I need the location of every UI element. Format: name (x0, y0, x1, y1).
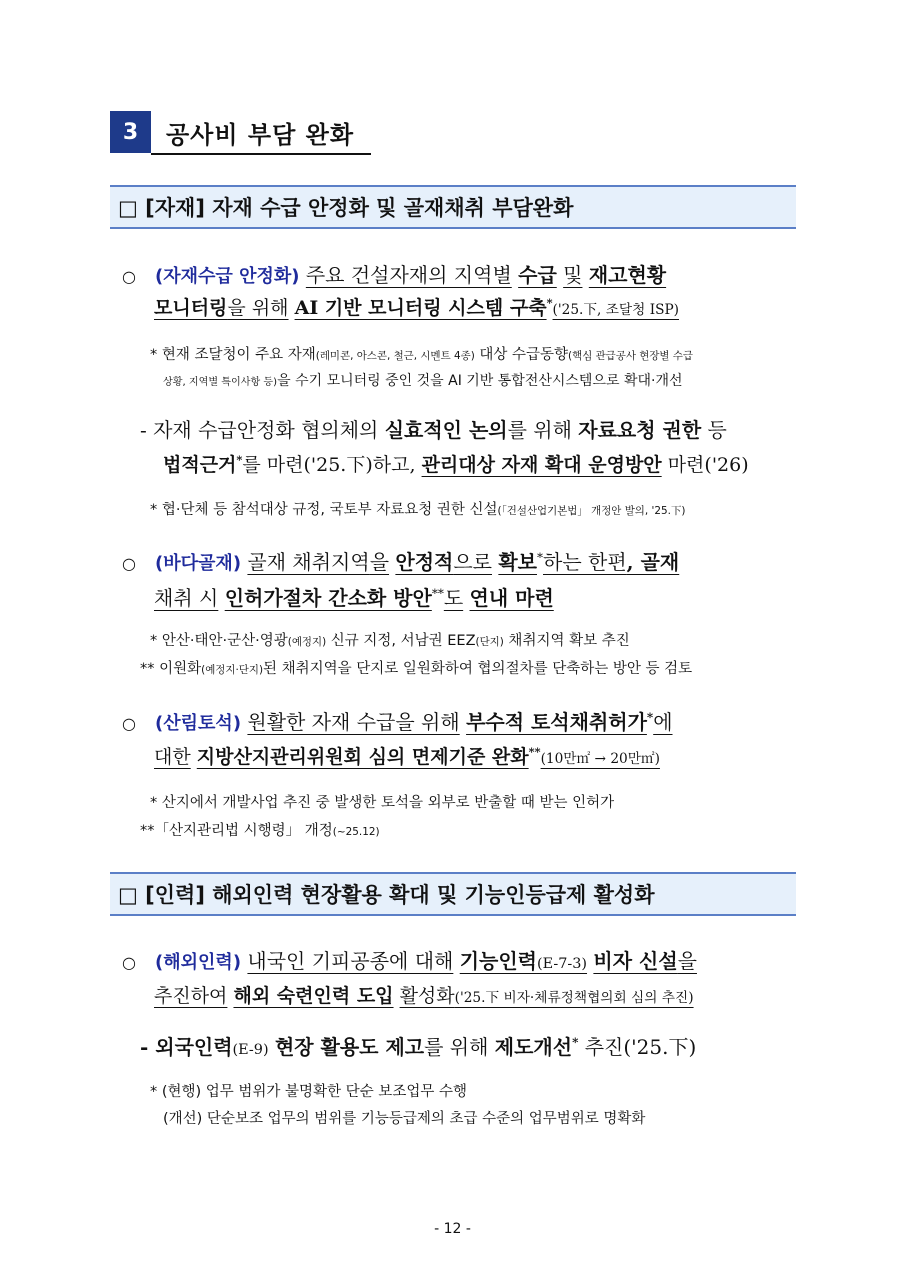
materials-item1-note3 (150, 498, 685, 519)
text: (「건설산업기본법」 개정안 발의, '25.下) (497, 505, 686, 517)
text: 내국인 기피공종에 대해 (247, 949, 454, 973)
text: 연내 마련 (469, 586, 554, 610)
text: 주요 건설자재의 지역별 (305, 263, 512, 287)
footnote-mark: * (236, 452, 243, 467)
text: (단지) (475, 636, 504, 648)
text: 확보 (498, 550, 537, 574)
text: (핵심 관급공사 현장별 수급 (568, 350, 693, 362)
materials-item2-note1 (150, 629, 630, 650)
text: 현장 활용도 제고 (274, 1035, 425, 1059)
text: 실효적인 논의 (384, 418, 508, 442)
section-title: 공사비 부담 완화 (166, 121, 354, 149)
materials-item1-dash1 (140, 414, 727, 443)
text: 및 (563, 263, 583, 287)
bullet-circle: ○ (122, 953, 136, 972)
materials-item3-note1 (150, 791, 614, 812)
text: 관리대상 자재 확대 운영방안 (421, 454, 662, 476)
text: 자료요청 권한 (578, 418, 702, 442)
text: (~25.12) (332, 826, 380, 838)
subsection-header-labor (110, 872, 796, 916)
text: ('25.下, 조달청 ISP) (552, 302, 679, 318)
footnote-mark: * (537, 550, 543, 565)
materials-item2-note2 (140, 657, 692, 678)
materials-item1-line1 (122, 259, 666, 288)
text: 를 마련('25.下)하고, (242, 454, 416, 476)
item-tag: (해외인력) (155, 952, 242, 973)
subsection-header-materials (110, 185, 796, 229)
text: 부수적 토석채취허가 (466, 710, 647, 734)
text: 등 (707, 418, 727, 442)
text: ('25.下 비자·체류정책협의회 심의 추진) (454, 990, 694, 1006)
text: (레미콘, 아스콘, 철근, 시멘트 4종) (315, 350, 475, 362)
footnote-mark: * (546, 295, 553, 310)
item-tag: (산림토석) (155, 713, 242, 734)
text: (예정지) (287, 636, 327, 648)
materials-item1-note1 (150, 343, 693, 364)
materials-item3-line1 (122, 706, 673, 735)
text: 비자 신설 (593, 949, 678, 973)
footnote-mark: ** (528, 744, 541, 759)
footnote-mark: * (572, 1035, 579, 1050)
bullet-circle: ○ (122, 714, 136, 733)
text: AI 기반 모니터링 시스템 구축 (294, 297, 547, 319)
text: 대상 수급동향 (474, 347, 569, 363)
bullet-circle: ○ (122, 554, 136, 573)
text: 추진('25.下) (584, 1035, 697, 1059)
text: 에 (653, 710, 673, 734)
materials-item3-line2 (154, 742, 660, 769)
section-title-underline (151, 153, 371, 155)
page-number: - 12 - (434, 1221, 471, 1237)
text: 안정적 (395, 550, 454, 574)
text: * 현재 조달청이 주요 자재 (150, 347, 316, 363)
text: 도 (443, 586, 464, 610)
text: 을 수기 모니터링 중인 것을 AI 기반 통합전산시스템으로 확대·개선 (277, 373, 683, 389)
subsection-header-labor-text: □ [인력] 해외인력 현장활용 확대 및 기능인등급제 활성화 (118, 883, 655, 907)
text: 원활한 자재 수급을 위해 (247, 710, 460, 734)
text: 재고현황 (588, 263, 667, 287)
footnote-mark: ** (431, 586, 444, 601)
text: * 안산·태안·군산·영광 (150, 633, 288, 649)
text: 된 채취지역을 단지로 일원화하여 협의절차를 단축하는 방안 등 검토 (263, 661, 693, 677)
text: (10만㎡ → 20만㎡) (540, 751, 660, 767)
subsection-header-materials-text: □ [자재] 자재 수급 안정화 및 골재채취 부담완화 (118, 196, 574, 220)
text: 모니터링 (154, 297, 228, 319)
text: 해외 숙련인력 도입 (233, 985, 394, 1007)
text: 를 위해 (507, 418, 572, 442)
labor-item1-note1 (150, 1080, 467, 1101)
text: (E-7-3) (536, 956, 588, 972)
labor-item1-line2 (154, 981, 694, 1008)
text: - 자재 수급안정화 협의체의 (140, 418, 379, 442)
text: 골재 채취지역 (247, 550, 370, 574)
text: , 골재 (626, 550, 680, 574)
text: 를 위해 (424, 1035, 489, 1059)
text: * 산지에서 개발사업 추진 중 발생한 토석을 외부로 반출할 때 받는 인허가 (150, 795, 615, 811)
text: 채취 시 (154, 586, 219, 610)
materials-item3-note2 (140, 819, 380, 840)
materials-item1-dash2 (163, 450, 749, 477)
text: 지방산지관리위원회 심의 면제기준 완화 (196, 746, 529, 768)
text: 대한 (154, 746, 191, 768)
materials-item1-note2 (163, 370, 683, 390)
text: 으로 (453, 550, 492, 574)
text: **「산지관리법 시행령」 개정 (140, 823, 333, 839)
text: (예정지·단지) (201, 664, 264, 676)
text: - 외국인력 (140, 1035, 233, 1059)
text: 하는 한편 (543, 550, 627, 574)
text: 활성화 (399, 985, 455, 1007)
section-number-badge: 3 (110, 111, 151, 153)
text: 을 위해 (227, 297, 289, 319)
text: 신규 지정, 서남권 EEZ (326, 633, 476, 649)
text: (E-9) (232, 1042, 269, 1058)
text: 을 (677, 949, 697, 973)
materials-item1-line2 (154, 293, 679, 320)
bullet-circle: ○ (122, 267, 136, 286)
text: 법적근거 (163, 454, 237, 476)
text: (개선) 단순보조 업무의 범위를 기능등급제의 초급 수준의 업무범위로 명확화 (163, 1111, 646, 1127)
labor-item1-note2 (163, 1107, 645, 1128)
text: 채취지역 확보 추진 (503, 633, 630, 649)
text: * 협·단체 등 참석대상 규정, 국토부 자료요청 권한 신설 (150, 502, 498, 518)
text: 기능인력 (459, 949, 537, 973)
materials-item2-line1 (122, 546, 679, 575)
item-tag: (자재수급 안정화) (155, 266, 300, 287)
text: * (현행) 업무 범위가 불명확한 단순 보조업무 수행 (150, 1084, 467, 1100)
text: 마련('26) (667, 454, 749, 476)
text: ** 이원화 (140, 661, 202, 677)
item-tag: (바다골재) (155, 553, 242, 574)
text: 을 (369, 550, 390, 574)
text: 인허가절차 간소화 방안 (224, 586, 432, 610)
footnote-mark: * (646, 710, 654, 725)
materials-item2-line2 (154, 582, 554, 611)
text: 수급 (518, 263, 557, 287)
labor-item1-dash1 (140, 1031, 696, 1060)
text: 추진하여 (154, 985, 228, 1007)
labor-item1-line1 (122, 945, 697, 974)
text: 상황, 지역별 특이사항 등) (163, 377, 278, 388)
text: 제도개선 (494, 1035, 573, 1059)
